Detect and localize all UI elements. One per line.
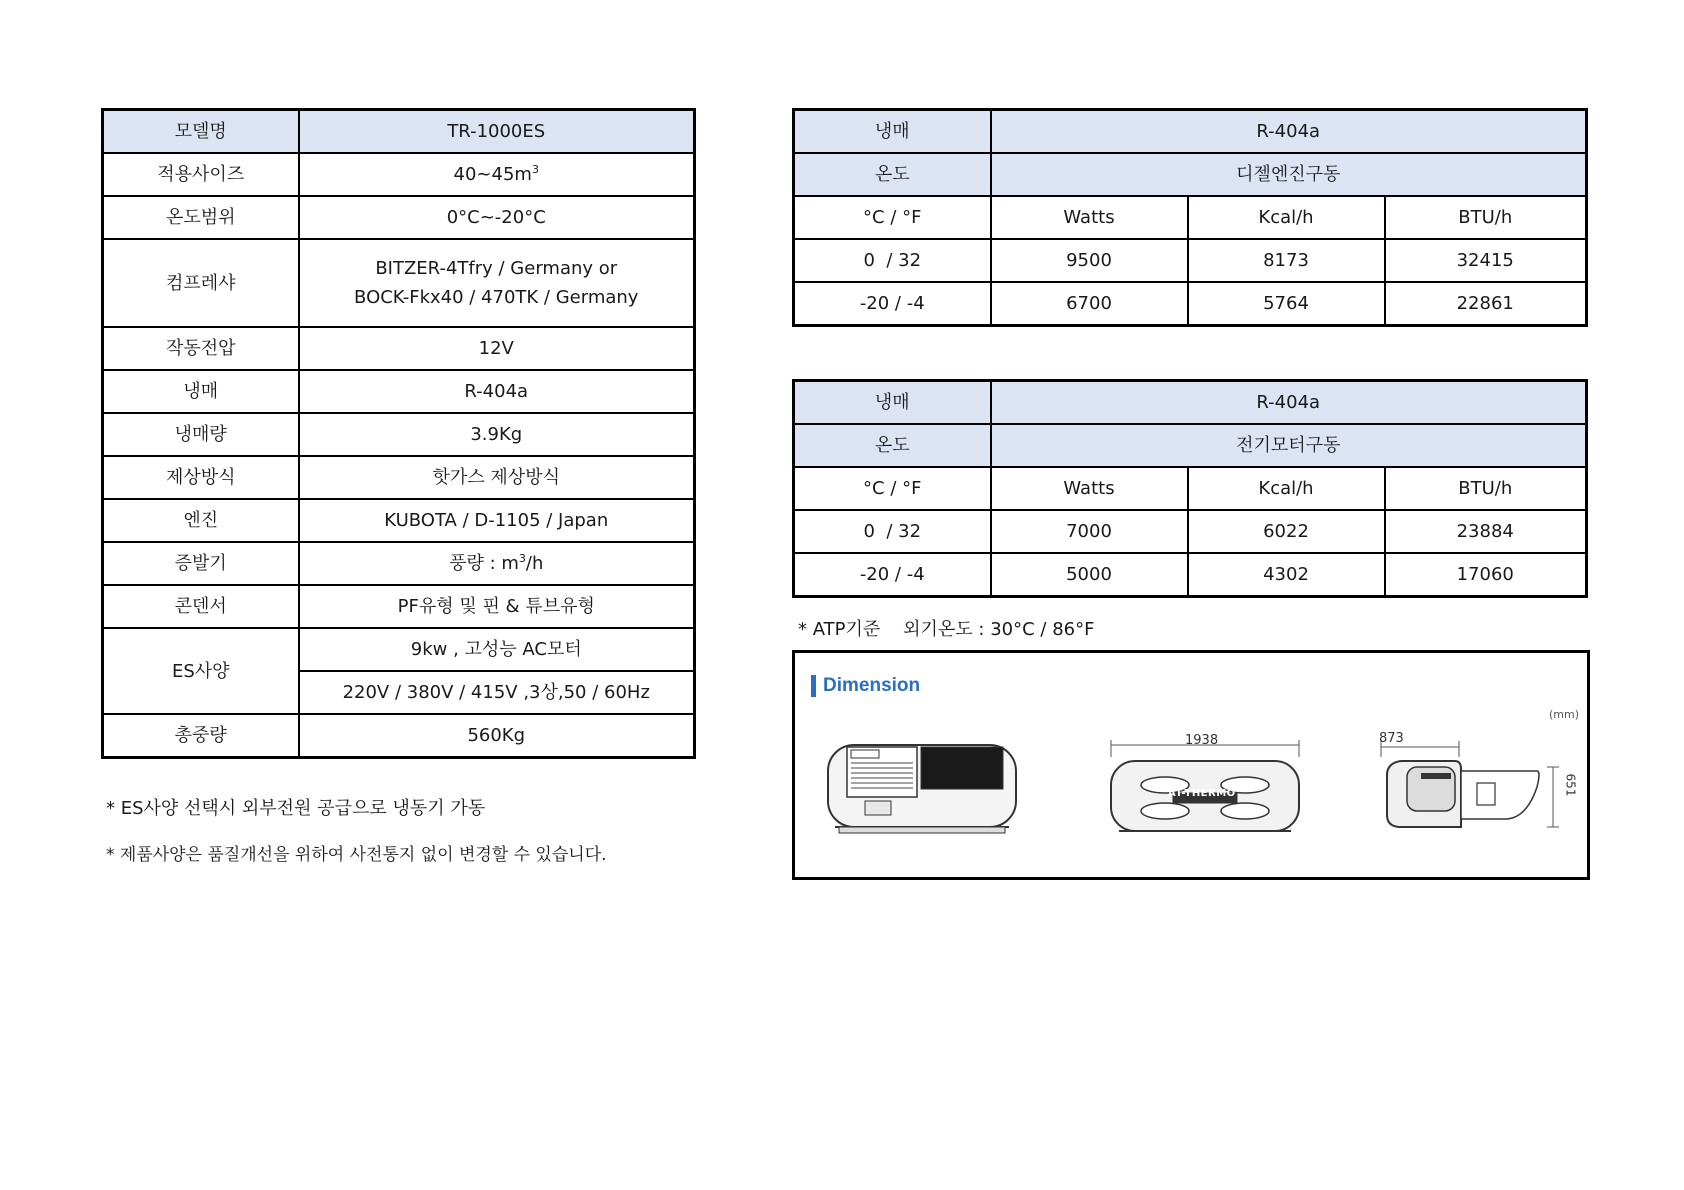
table-row bbox=[103, 499, 695, 542]
table-header-row bbox=[794, 467, 1587, 510]
spec-value: 3.9Kg bbox=[299, 413, 695, 456]
diesel-capacity-table bbox=[792, 108, 1588, 327]
table-cell: -20 / -4 bbox=[794, 553, 991, 597]
column-header: Kcal/h bbox=[1188, 196, 1385, 239]
refrigerant-label: 냉매 bbox=[794, 110, 991, 154]
spec-value bbox=[299, 153, 695, 196]
table-row bbox=[103, 714, 695, 758]
table-cell: 17060 bbox=[1385, 553, 1587, 597]
spec-table bbox=[101, 108, 696, 759]
refrigerant-value: R-404a bbox=[991, 110, 1587, 154]
spec-value: PF유형 및 핀 & 튜브유형 bbox=[299, 585, 695, 628]
spec-value-text: 풍량 : m bbox=[449, 553, 519, 574]
table-cell: 22861 bbox=[1385, 282, 1587, 326]
dimension-title bbox=[811, 675, 920, 697]
refrigerant-value: R-404a bbox=[991, 381, 1587, 425]
spec-value: 핫가스 제상방식 bbox=[299, 456, 695, 499]
spec-value-line: BOCK-Fkx40 / 470TK / Germany bbox=[354, 287, 639, 308]
table-row bbox=[103, 153, 695, 196]
temperature-label: 온도 bbox=[794, 424, 991, 467]
table-row bbox=[103, 456, 695, 499]
es-note: * ES사양 선택시 외부전원 공급으로 냉동기 가동 bbox=[106, 798, 486, 819]
table-row bbox=[794, 424, 1587, 467]
table-row bbox=[103, 239, 695, 327]
table-cell: 6700 bbox=[991, 282, 1188, 326]
table-cell: 0 / 32 bbox=[794, 510, 991, 553]
table-row bbox=[103, 370, 695, 413]
unit-rear-view-drawing bbox=[825, 741, 1020, 837]
table-row bbox=[103, 327, 695, 370]
spec-value bbox=[299, 542, 695, 585]
spec-value: R-404a bbox=[299, 370, 695, 413]
spec-value: TR-1000ES bbox=[299, 110, 695, 154]
spec-label: 제상방식 bbox=[103, 456, 299, 499]
superscript: 3 bbox=[531, 163, 539, 176]
spec-value-text: 40~45m bbox=[453, 164, 532, 185]
drive-mode: 디젤엔진구동 bbox=[991, 153, 1587, 196]
spec-label: 증발기 bbox=[103, 542, 299, 585]
dimension-panel bbox=[792, 650, 1590, 880]
spec-label: 작동전압 bbox=[103, 327, 299, 370]
table-row bbox=[103, 196, 695, 239]
spec-value: 9kw , 고성능 AC모터 bbox=[299, 628, 695, 671]
brand-text: AT-THERMO bbox=[1168, 788, 1236, 799]
drive-mode: 전기모터구동 bbox=[991, 424, 1587, 467]
table-header-row bbox=[794, 196, 1587, 239]
spec-label: 엔진 bbox=[103, 499, 299, 542]
table-row bbox=[794, 381, 1587, 425]
column-header: Kcal/h bbox=[1188, 467, 1385, 510]
table-cell: 0 / 32 bbox=[794, 239, 991, 282]
column-header: °C / °F bbox=[794, 467, 991, 510]
spec-value: 560Kg bbox=[299, 714, 695, 758]
table-cell: 7000 bbox=[991, 510, 1188, 553]
table-cell: 5764 bbox=[1188, 282, 1385, 326]
depth-dimension-label: 873 bbox=[1379, 731, 1404, 746]
spec-label: 적용사이즈 bbox=[103, 153, 299, 196]
column-header: °C / °F bbox=[794, 196, 991, 239]
table-row bbox=[794, 510, 1587, 553]
spec-label: 총중량 bbox=[103, 714, 299, 758]
table-row bbox=[103, 413, 695, 456]
table-row bbox=[103, 110, 695, 154]
spec-value: 12V bbox=[299, 327, 695, 370]
dimension-unit: (mm) bbox=[1548, 708, 1579, 721]
atp-note: * ATP기준 외기온도 : 30°C / 86°F bbox=[798, 619, 1095, 640]
electric-capacity-table bbox=[792, 379, 1588, 598]
refrigerant-label: 냉매 bbox=[794, 381, 991, 425]
unit-front-view-drawing bbox=[1105, 735, 1305, 839]
spec-value: KUBOTA / D-1105 / Japan bbox=[299, 499, 695, 542]
title-accent-bar bbox=[811, 675, 816, 697]
table-row bbox=[794, 110, 1587, 154]
spec-value-line: BITZER-4Tfry / Germany or bbox=[375, 258, 618, 279]
spec-label: 모델명 bbox=[103, 110, 299, 154]
table-row bbox=[794, 282, 1587, 326]
column-header: Watts bbox=[991, 467, 1188, 510]
superscript: 3 bbox=[518, 552, 526, 565]
spec-label: 냉매량 bbox=[103, 413, 299, 456]
spec-value bbox=[299, 239, 695, 327]
spec-value: 0°C~-20°C bbox=[299, 196, 695, 239]
spec-label: ES사양 bbox=[103, 628, 299, 714]
table-row bbox=[103, 628, 695, 671]
table-cell: 6022 bbox=[1188, 510, 1385, 553]
table-row bbox=[794, 153, 1587, 196]
spec-value: 220V / 380V / 415V ,3상,50 / 60Hz bbox=[299, 671, 695, 714]
width-dimension-label: 1938 bbox=[1185, 733, 1219, 748]
table-cell: 32415 bbox=[1385, 239, 1587, 282]
spec-label: 콘덴서 bbox=[103, 585, 299, 628]
table-row bbox=[794, 239, 1587, 282]
column-header: BTU/h bbox=[1385, 467, 1587, 510]
table-row bbox=[103, 542, 695, 585]
spec-label: 온도범위 bbox=[103, 196, 299, 239]
table-cell: 5000 bbox=[991, 553, 1188, 597]
table-cell: 4302 bbox=[1188, 553, 1385, 597]
spec-label: 냉매 bbox=[103, 370, 299, 413]
table-cell: 9500 bbox=[991, 239, 1188, 282]
table-cell: -20 / -4 bbox=[794, 282, 991, 326]
dimension-title-text: Dimension bbox=[823, 675, 921, 696]
spec-change-note: * 제품사양은 품질개선을 위하여 사전통지 없이 변경할 수 있습니다. bbox=[106, 845, 607, 865]
column-header: Watts bbox=[991, 196, 1188, 239]
column-header: BTU/h bbox=[1385, 196, 1587, 239]
height-dimension-label: 651 bbox=[1563, 773, 1578, 797]
spec-value-tail: /h bbox=[525, 553, 544, 574]
unit-side-view-drawing bbox=[1377, 735, 1573, 839]
table-row bbox=[794, 553, 1587, 597]
spec-label: 컴프레샤 bbox=[103, 239, 299, 327]
table-cell: 8173 bbox=[1188, 239, 1385, 282]
temperature-label: 온도 bbox=[794, 153, 991, 196]
table-cell: 23884 bbox=[1385, 510, 1587, 553]
table-row bbox=[103, 585, 695, 628]
